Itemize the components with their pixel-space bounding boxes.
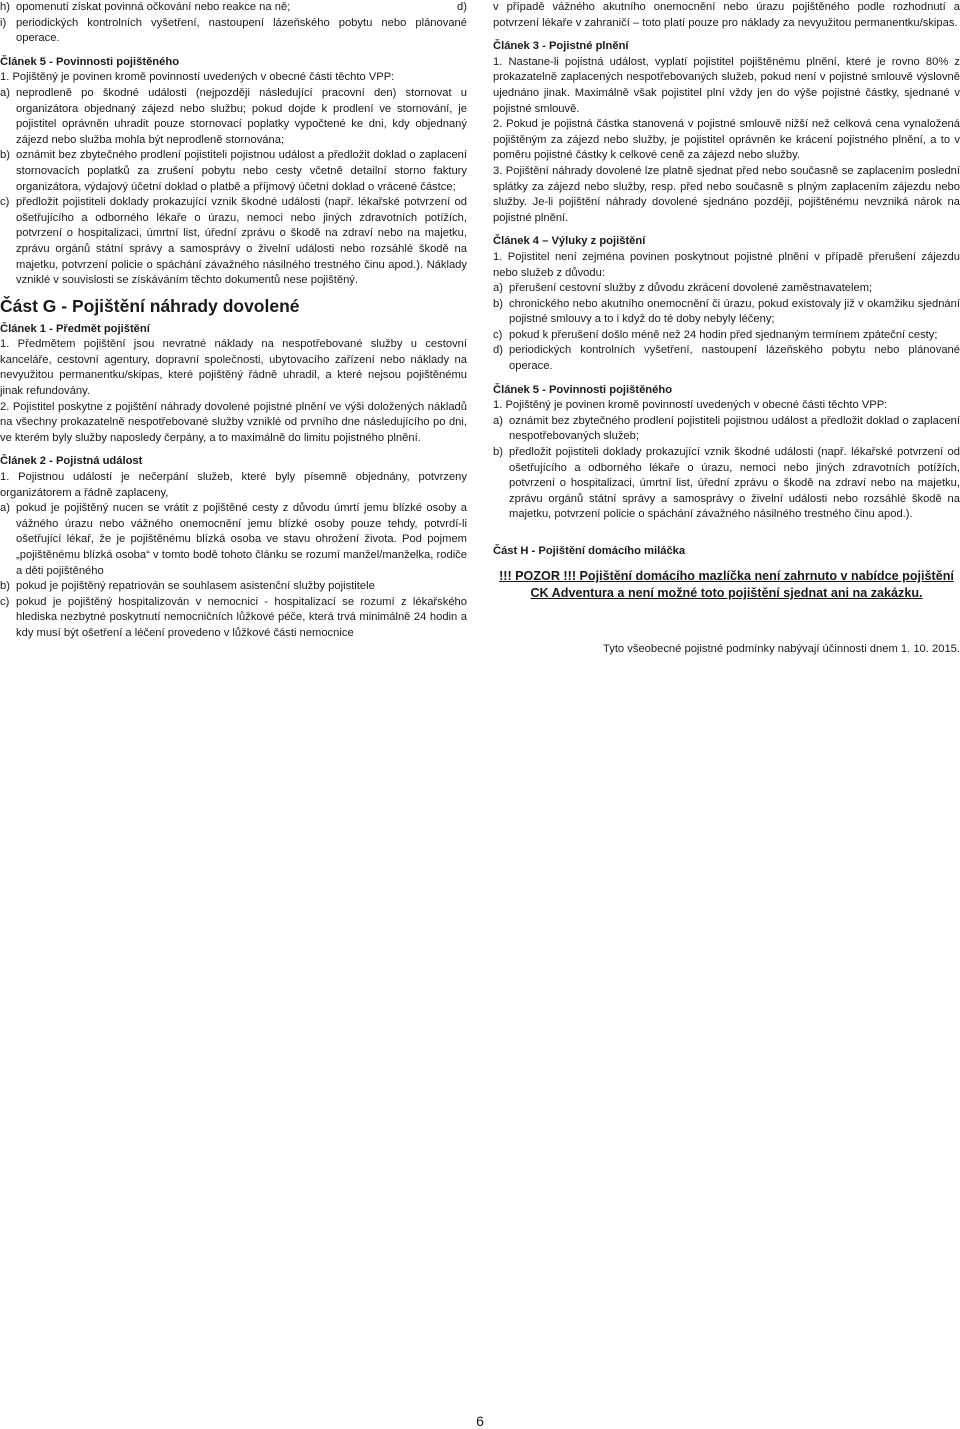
g-article-1-heading: Článek 1 - Předmět pojištění <box>0 322 150 335</box>
right-article-5-list <box>493 414 960 523</box>
list-item-text: neprodleně po škodné události (nejpozději následující pracovní den) stornovat u organizátora objednaný zájezd nebo službu; pokud dojde k prodlení ve stornování, je pojistitel oprávněn uhradit pouze stornovací poplatky vypočtené ke dni, kdy objednaný zájezd nebo služba mohla být neprodleně stornována; <box>16 86 467 146</box>
right-article-5-heading: Článek 5 - Povinnosti pojištěného <box>493 383 673 396</box>
list-item-text: chronického nebo akutního onemocnění či úrazu, pokud existovaly již v okamžiku sjednání pojistné smlouvy a to i když do té doby nebyly léčeny; <box>509 297 960 326</box>
list-item-text: oznámit bez zbytečného prodlení pojistiteli pojistnou událost a předložit doklad o zaplacení stornovacích poplatků za zrušení pobytu nebo cesty včetně detailní storno faktury organizátora, výdajový účetní doklad o platbě a příjmový účetní doklad o vrácené částce; <box>16 149 467 193</box>
list-item <box>0 501 467 579</box>
list-item-label: c) <box>493 328 503 341</box>
article-4-paragraph-1: 1. Pojistitel není zejména povinen poskytnout pojistné plnění v případě přerušení zájezdu nebo služeb z důvodu: <box>493 250 960 279</box>
g-article-2-list <box>0 501 467 641</box>
article-3-heading: Článek 3 - Pojistné plnění <box>493 40 629 53</box>
list-item <box>493 414 960 445</box>
item-h-text: opomenutí získat povinná očkování nebo reakce na ně; <box>16 1 291 13</box>
list-item <box>0 195 467 289</box>
article-3-paragraph-2: 2. Pokud je pojistná částka stanovená v pojistné smlouvě nižší než celková cena vynaložená pojištěným za zájezd nebo služby, je pojistitel oprávněn ke krácení pojistného plnění, a to v poměru pojistné částky k celkové ceně za zájezd nebo služby. <box>493 118 960 162</box>
list-item <box>0 579 467 595</box>
article-5-list <box>0 86 467 289</box>
list-item <box>0 86 467 148</box>
list-item-label: b) <box>493 297 503 310</box>
list-item-text: pokud k přerušení došlo méně než 24 hodin před sjednaným termínem zpáteční cesty; <box>509 328 938 341</box>
article-5-paragraph-1: 1. Pojištěný je povinen kromě povinností uvedených v obecné části těchto VPP: <box>0 71 395 84</box>
g-article-1-paragraph-2: 2. Pojistitel poskytne z pojištění náhrady dovolené pojistné plnění ve výši doložených nákladů na všechny prokazatelně nespotřebované služby vzniklé od prvního dne následujícího po dni, ve kterém byly služby naposledy čerpány, a to maximálně do limitu pojistného plnění. <box>0 400 467 444</box>
list-item <box>0 595 467 642</box>
list-item-text: oznámit bez zbytečného prodlení pojistiteli pojistnou událost a předložit doklad o zaplacení nespotřebovaných služeb; <box>509 414 960 443</box>
article-3-paragraph-1: 1. Nastane-li pojistná událost, vyplatí pojistitel pojištěnému plnění, které je rovno 80% z prokazatelně zaplacených nespotřebovaných služeb, pokud není v pojistné smlouvě výslovně ujednáno jinak. Maximálně však pojistitel plní vždy jen do výše pojistné částky, sjednané v pojistné smlouvě. <box>493 55 960 115</box>
list-item-label: c) <box>0 595 10 608</box>
list-item-i: i) periodických kontrolních vyšetření, nastoupení lázeňského pobytu nebo plánované operace. <box>0 16 467 47</box>
article-4-heading: Článek 4 – Výluky z pojištění <box>493 235 646 248</box>
list-item-text: pokud je pojištěný repatriován se souhlasem asistenční služby pojistitele <box>16 580 375 593</box>
list-item-text: pokud je pojištěný nucen se vrátit z pojištěné cesty z důvodu úmrtí jemu blízké osoby a vážného úrazu nebo vážného onemocnění jemu blízké osoby pouze tehdy, potvrdí-li ošetřující lékař, že je pojištěnému blízká osoba ve stavu ohrožení života. Pod pojmem „pojištěnému blízká osoba“ v tomto bodě tohoto článku se rozumí manžel/manželka, rodiče a děti pojištěného <box>16 502 467 577</box>
article-3-paragraph-3: 3. Pojištění náhrady dovolené lze platně sjednat před nebo současně se zaplacením poslední splátky za zájezd nebo služby, resp. před nebo současně s plným zaplacením zájezdu nebo služby. Je-li pojištění náhrady dovolené sjednáno později, pojištěnému nevzniká nárok na pojistné plnění. <box>493 164 960 224</box>
list-item-label: c) <box>0 196 10 209</box>
item-h-tail: d) <box>457 1 467 13</box>
list-item-h: h) opomenutí získat povinná očkování nebo reakce na ně; d) <box>0 0 467 16</box>
list-item-text: předložit pojistiteli doklady prokazující vznik škodné události (např. lékařské potvrzení od ošetřujícího a odborného lékaře o úrazu, nemoci nebo jiných zdravotních potížích, potvrzení o hospitalizaci, úmrtní list, úřední zprávu o škodě na zdraví nebo na majetku, zprávu orgánů státní správy a samosprávy o živelní události nebo rozsáhlé škodě na majetku, potvrzení policie o spáchání závažného násilného trestného činu apod.). <box>509 446 960 521</box>
list-item <box>493 445 960 523</box>
left-column <box>0 0 467 642</box>
list-item <box>493 281 960 297</box>
list-item <box>0 148 467 195</box>
article-5-heading: Článek 5 - Povinnosti pojištěného <box>0 55 180 68</box>
right-column <box>493 0 960 657</box>
part-h-heading: Část H - Pojištění domácího miláčka <box>493 545 686 557</box>
list-item <box>493 343 960 374</box>
item-i-text: periodických kontrolních vyšetření, nastoupení lázeňského pobytu nebo plánované operace. <box>16 16 467 45</box>
list-item-label: b) <box>0 149 10 162</box>
list-item-text: předložit pojistiteli doklady prokazující vznik škodné události (např. lékařské potvrzení od ošetřujícího a odborného lékaře o úrazu, nemoci nebo jiných zdravotních potížích, potvrzení o hospitalizaci, úmrtní list, úřední zprávu o škodě na zdraví nebo na majetku, zprávu orgánů státní správy a samosprávy o živelní události nebo rozsáhlé škodě na majetku, potvrzení policie o spáchání závažného násilného trestného činu apod.). Náklady vzniklé v souvislosti se získáváním těchto dokumentů nese pojištěný. <box>16 196 467 287</box>
page-number: 6 <box>476 1413 484 1429</box>
g-article-2-heading: Článek 2 - Pojistná událost <box>0 455 143 468</box>
effective-date-note: Tyto všeobecné pojistné podmínky nabývají účinnosti dnem 1. 10. 2015. <box>603 642 960 655</box>
list-item <box>493 297 960 328</box>
right-top-paragraph: v případě vážného akutního onemocnění nebo úrazu pojištěného podle rozhodnutí a potvrzení lékaře v zahraničí – toto platí pouze pro náklady za nevyužitou permanentku/skipas. <box>493 1 960 29</box>
part-g-heading: Část G - Pojištění náhrady dovolené <box>0 295 300 316</box>
list-item <box>493 328 960 344</box>
g-article-1-paragraph-1: 1. Předmětem pojištění jsou nevratné náklady na nespotřebované služby u cestovní kanceláře, cestovní agentury, dopravní společnosti, ubytovacího zařízení nebo náklady na nevyužitou permanentku/skipas, které pojištěný řádně uhradil, a které nejsou pojištěnému jinak refundovány. <box>0 338 467 398</box>
list-item-label: b) <box>0 580 10 593</box>
g-article-2-paragraph-1: 1. Pojistnou událostí je nečerpání služeb, které byly písemně objednány, potvrzeny organizátorem a řádně zaplaceny, <box>0 471 467 499</box>
list-item-text: pokud je pojištěný hospitalizován v nemocnici - hospitalizací se rozumí z lékařského hlediska nezbytné poskytnutí nemocničních lůžkové péče, která trvá minimálně 24 hodin a kdy musí být ošetření a léčení provedeno v lůžkové části nemocnice <box>16 595 467 639</box>
pozor-line-2: CK Adventura a není možné toto pojištění sjednat ani na zakázku. <box>530 585 923 600</box>
list-item-label: a) <box>0 502 10 515</box>
list-item-label: b) <box>493 446 503 459</box>
list-item-label: a) <box>0 86 10 99</box>
list-item-text: přerušení cestovní služby z důvodu zkrácení dovolené zaměstnavatelem; <box>509 282 873 295</box>
list-item-label: a) <box>493 282 503 295</box>
article-4-list <box>493 281 960 375</box>
list-item-label: d) <box>493 344 503 357</box>
list-item-label: a) <box>493 414 503 427</box>
list-item-text: periodických kontrolních vyšetření, nastoupení lázeňského pobytu nebo plánované operace. <box>509 344 960 373</box>
pozor-line-1: !!! POZOR !!! Pojištění domácího mazlíčka není zahrnuto v nabídce pojištění <box>499 568 954 583</box>
right-article-5-paragraph-1: 1. Pojištěný je povinen kromě povinností uvedených v obecné části těchto VPP: <box>493 399 888 412</box>
